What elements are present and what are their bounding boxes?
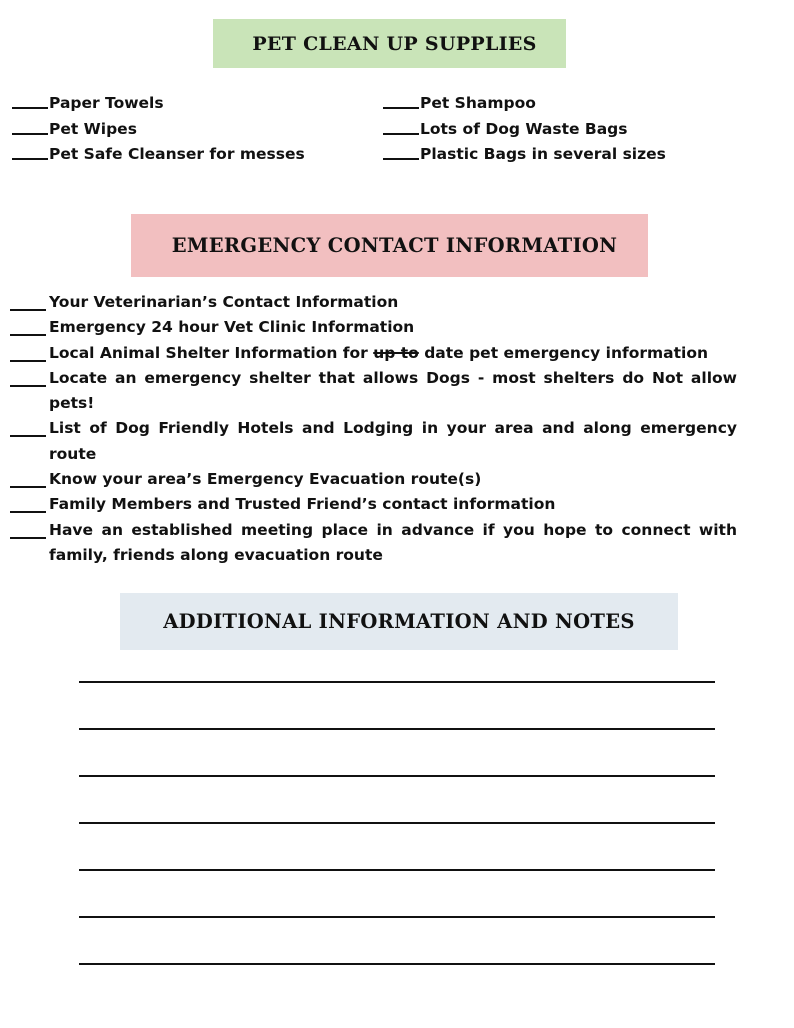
notes-heading-banner <box>120 593 678 650</box>
supplies-heading-banner <box>213 19 566 68</box>
supply-item-label: Pet Shampoo <box>420 94 536 113</box>
contact-item <box>10 290 737 315</box>
check-blank[interactable] <box>10 435 46 437</box>
supply-item-label: Pet Wipes <box>49 119 137 138</box>
supply-item-label: Lots of Dog Waste Bags <box>420 119 628 138</box>
supplies-heading: PET CLEAN UP SUPPLIES <box>252 32 537 55</box>
supply-item-label: Plastic Bags in several sizes <box>420 144 666 163</box>
check-blank[interactable] <box>10 486 46 488</box>
notes-lines <box>79 681 715 1010</box>
notes-heading: ADDITIONAL INFORMATION AND NOTES <box>163 610 635 633</box>
contact-item-text: Family Members and Trusted Friend’s contact information <box>49 495 556 514</box>
check-blank[interactable] <box>10 537 46 539</box>
contact-item <box>10 341 737 366</box>
supply-item <box>12 87 372 112</box>
check-blank[interactable] <box>383 107 419 109</box>
supply-item-label: Pet Safe Cleanser for messes <box>49 144 305 163</box>
note-line[interactable] <box>79 822 715 869</box>
contact-item <box>10 467 737 492</box>
contact-item-text: Have an established meeting place in advance if you hope to connect with family, friends along evacuation route <box>49 520 737 564</box>
supply-item <box>383 87 763 112</box>
check-blank[interactable] <box>10 360 46 362</box>
check-blank[interactable] <box>12 133 48 135</box>
contact-item <box>10 492 737 517</box>
check-blank[interactable] <box>12 107 48 109</box>
note-line[interactable] <box>79 775 715 822</box>
check-blank[interactable] <box>12 158 48 160</box>
check-blank[interactable] <box>383 133 419 135</box>
contact-item-text <box>49 341 737 366</box>
contact-item-text: Your Veterinarian’s Contact Information <box>49 293 399 311</box>
contact-text-after: date pet emergency information <box>418 343 709 362</box>
check-blank[interactable] <box>10 334 46 336</box>
contact-item-text: Emergency 24 hour Vet Clinic Information <box>49 318 415 337</box>
check-blank[interactable] <box>383 158 419 160</box>
emergency-contact-list <box>10 290 737 568</box>
supply-item <box>12 138 372 163</box>
contact-item-text: Locate an emergency shelter that allows Dogs - most shelters do Not allow pets! <box>49 368 737 413</box>
contact-item <box>10 518 737 569</box>
note-line[interactable] <box>79 916 715 963</box>
check-blank[interactable] <box>10 385 46 387</box>
contact-item <box>10 315 737 340</box>
note-line[interactable] <box>79 681 715 728</box>
contact-item-text: List of Dog Friendly Hotels and Lodging in your area and along emergency route <box>49 419 737 463</box>
emergency-heading-banner <box>131 214 648 277</box>
note-line[interactable] <box>79 728 715 775</box>
contact-item-text: Know your area’s Emergency Evacuation route(s) <box>49 470 482 489</box>
supply-item <box>12 112 372 137</box>
emergency-heading: EMERGENCY CONTACT INFORMATION <box>171 234 618 257</box>
supplies-list-right <box>383 87 763 163</box>
supply-item <box>383 138 763 163</box>
check-blank[interactable] <box>10 511 46 513</box>
supplies-list-left <box>12 87 372 163</box>
contact-text-before: Local Animal Shelter Information for <box>49 343 374 362</box>
supply-item-label: Paper Towels <box>49 94 164 113</box>
note-line[interactable] <box>79 869 715 916</box>
struck-text: up to <box>373 343 419 362</box>
check-blank[interactable] <box>10 309 46 311</box>
supply-item <box>383 112 763 137</box>
contact-item <box>10 366 737 417</box>
note-line[interactable] <box>79 963 715 1010</box>
contact-item <box>10 416 737 467</box>
